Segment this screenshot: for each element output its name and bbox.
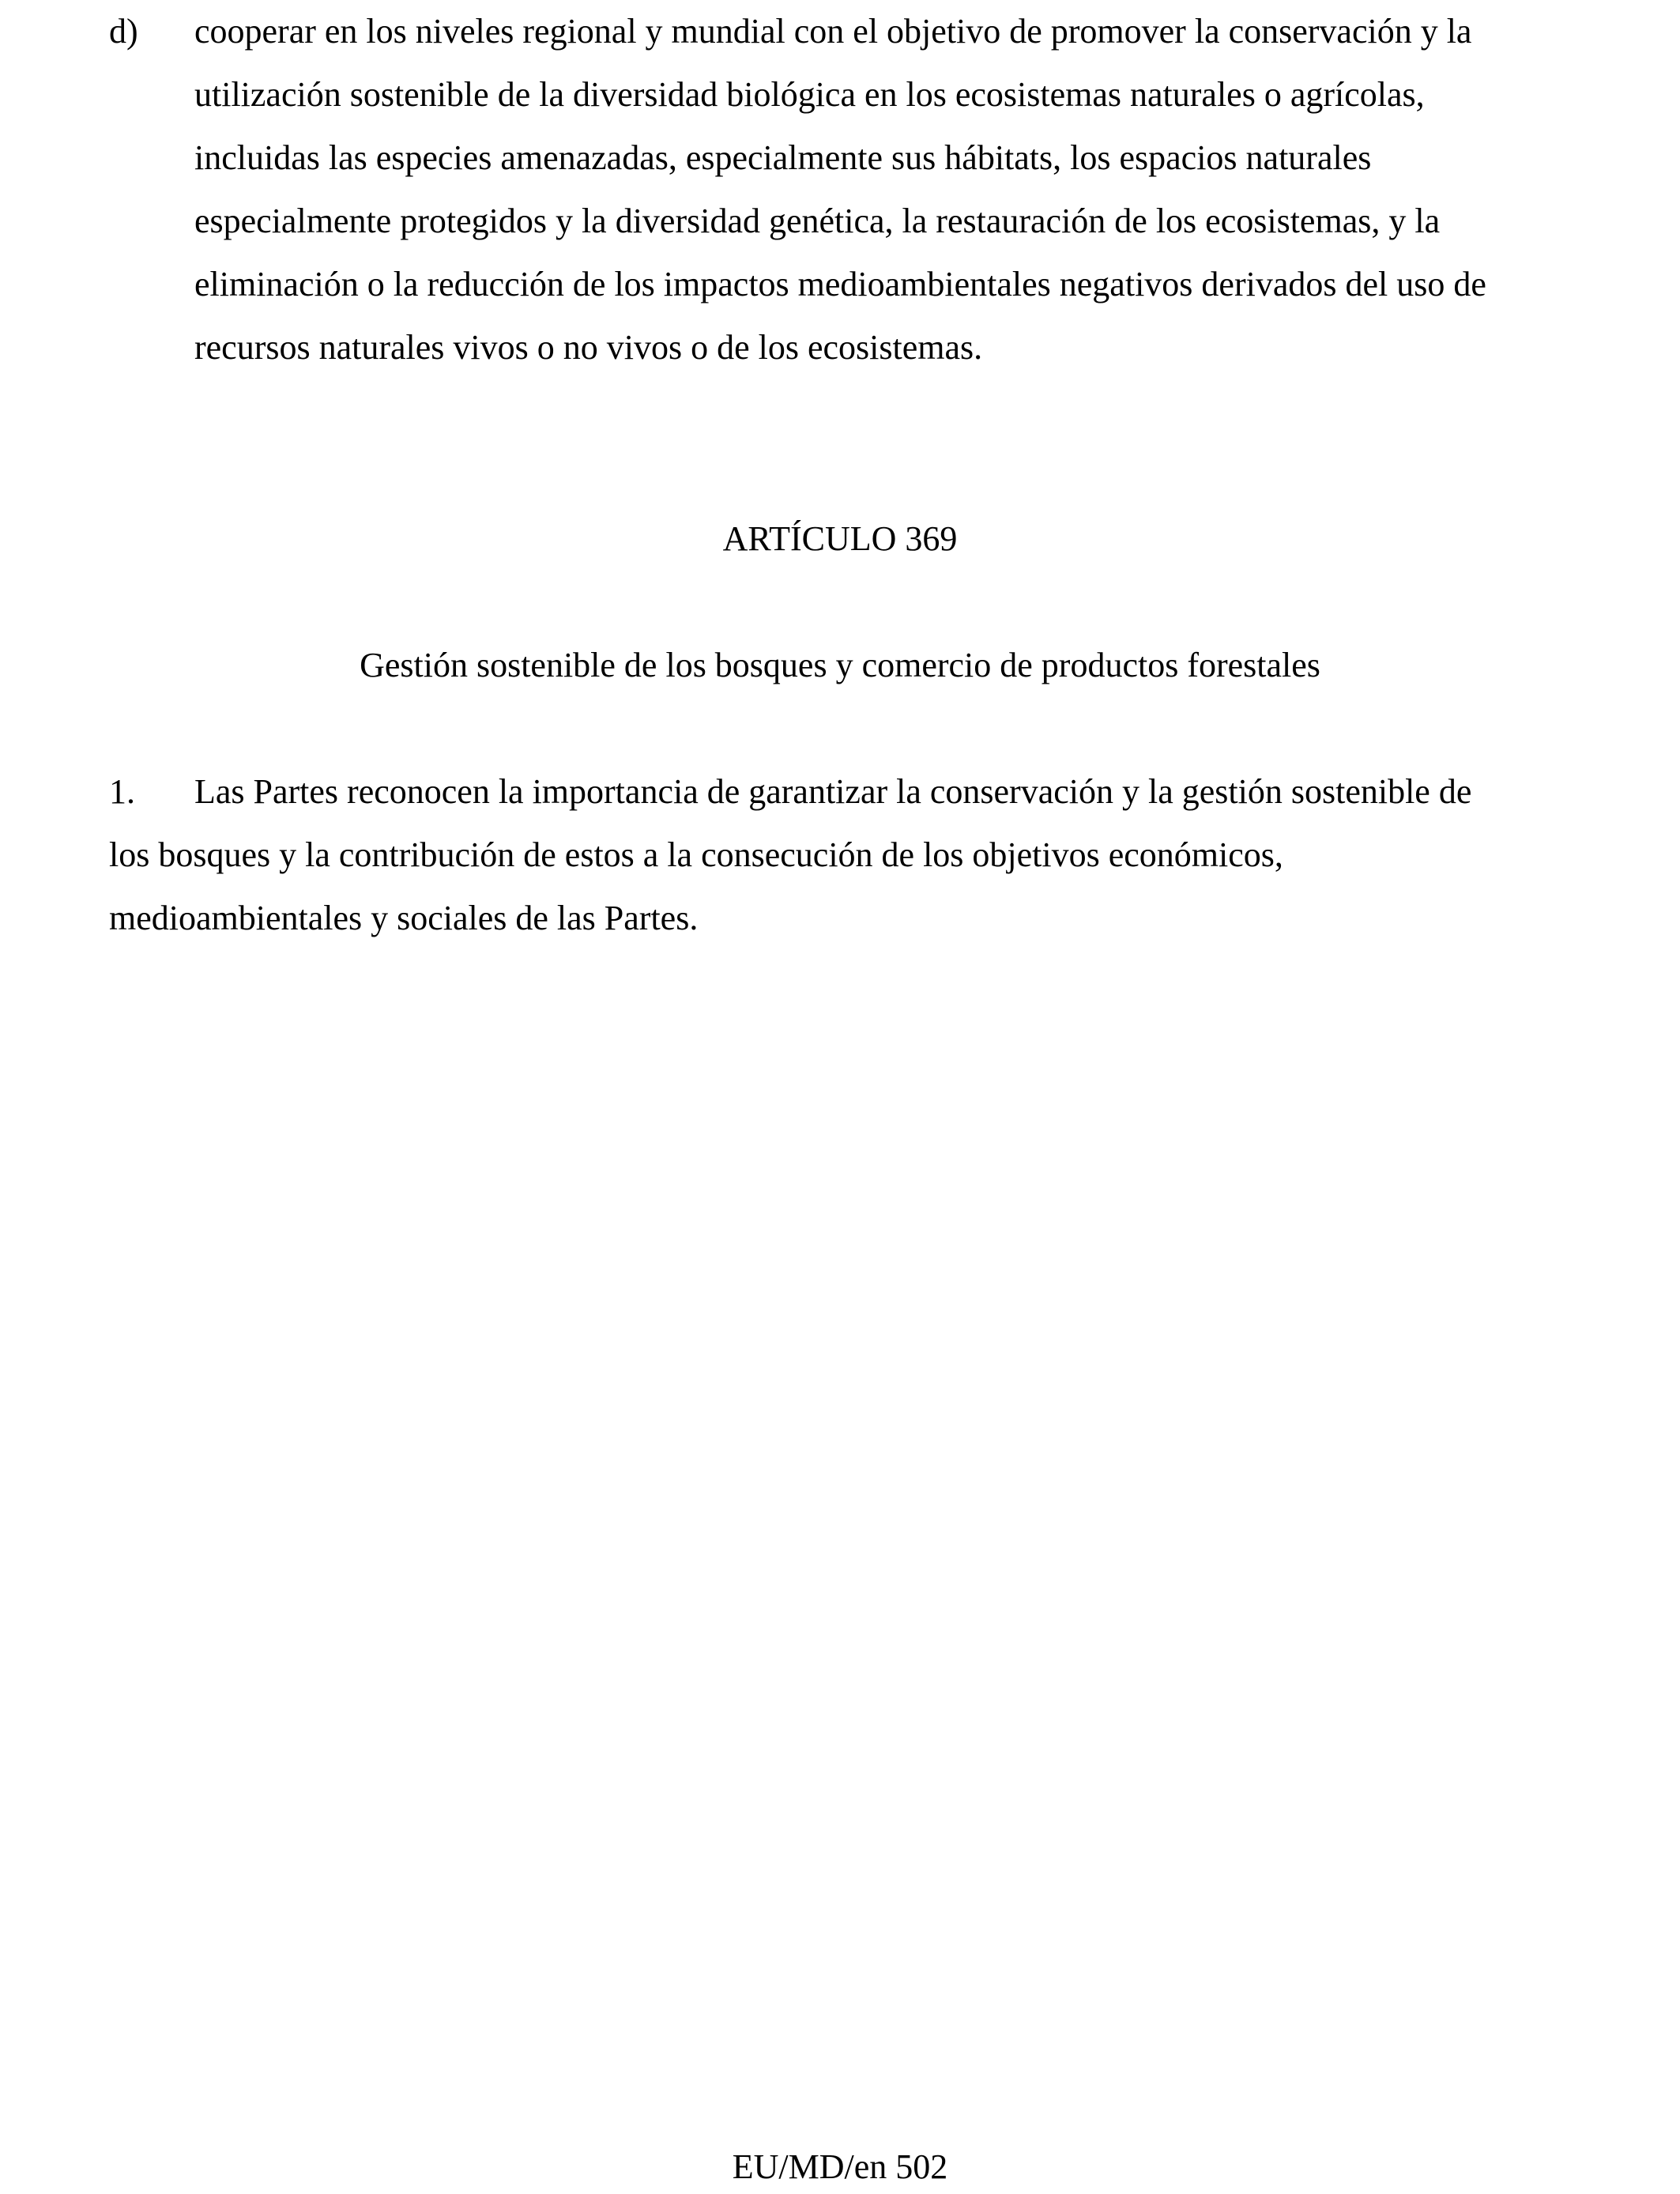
article-title: ARTÍCULO 369 — [722, 519, 958, 558]
text-line: incluidas las especies amenazadas, especialmente sus hábitats, los espacios naturales — [194, 138, 1372, 177]
list-item-text — [194, 0, 1680, 379]
text-line: los bosques y la contribución de estos a la consecución de los objetivos económicos, — [109, 835, 1283, 874]
text-line: cooperar en los niveles regional y mundial con el objetivo de promover la conservación y la — [194, 12, 1472, 51]
paragraph-text: Las Partes reconocen la importancia de garantizar la conservación y la gestión sostenible de — [194, 772, 1472, 811]
text-line: especialmente protegidos y la diversidad genética, la restauración de los ecosistemas, y la — [194, 202, 1441, 240]
paragraph-1 — [109, 760, 1595, 950]
text-line: recursos naturales vivos o no vivos o de los ecosistemas. — [194, 328, 983, 367]
article-subtitle: Gestión sostenible de los bosques y comercio de productos forestales — [360, 646, 1320, 684]
page-footer: EU/MD/en 502 — [732, 2147, 948, 2186]
text-line — [109, 760, 1595, 824]
text-line: eliminación o la reducción de los impactos medioambientales negativos derivados del uso de — [194, 265, 1486, 303]
text-line: utilización sostenible de la diversidad biológica en los ecosistemas naturales o agrícolas, — [194, 75, 1425, 114]
text-line: medioambientales y sociales de las Partes. — [109, 899, 699, 937]
list-marker: d) — [109, 12, 138, 51]
paragraph-number: 1. — [109, 772, 135, 811]
